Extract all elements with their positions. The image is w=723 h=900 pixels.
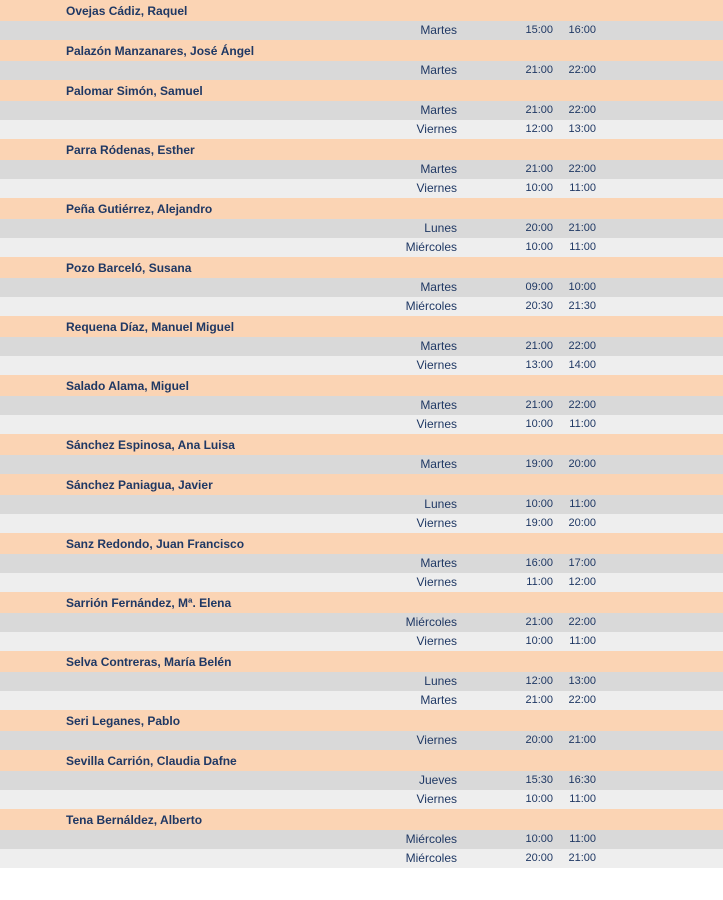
- person-name: Sarrión Fernández, Mª. Elena: [0, 592, 723, 613]
- person-name: Sevilla Carrión, Claudia Dafne: [0, 750, 723, 771]
- slot-end-time: 20:00: [568, 517, 596, 529]
- slot-start-time: 21:00: [525, 163, 553, 175]
- slot-day: Miércoles: [405, 299, 457, 313]
- slot-end-time: 11:00: [569, 418, 596, 430]
- person-block: [0, 434, 723, 474]
- slot-end-time: 11:00: [569, 793, 596, 805]
- slot-day: Viernes: [416, 733, 457, 747]
- schedule-slot-row: [0, 120, 723, 139]
- schedule-slot-row: [0, 101, 723, 120]
- slot-start-time: 10:00: [525, 635, 553, 647]
- person-name: Sanz Redondo, Juan Francisco: [0, 533, 723, 554]
- person-name: Sánchez Paniagua, Javier: [0, 474, 723, 495]
- slot-start-time: 15:00: [525, 24, 553, 36]
- slot-start-time: 21:00: [525, 616, 553, 628]
- slot-end-time: 13:00: [568, 675, 596, 687]
- slot-start-time: 19:00: [525, 517, 553, 529]
- slot-day: Viernes: [416, 181, 457, 195]
- person-name: Palazón Manzanares, José Ángel: [0, 40, 723, 61]
- slot-end-time: 12:00: [568, 576, 596, 588]
- slot-day: Viernes: [416, 417, 457, 431]
- slot-end-time: 22:00: [568, 340, 596, 352]
- slot-day: Miércoles: [405, 615, 457, 629]
- person-name: Ovejas Cádiz, Raquel: [0, 0, 723, 21]
- slot-start-time: 21:00: [525, 64, 553, 76]
- slot-start-time: 12:00: [525, 123, 553, 135]
- person-name: Parra Ródenas, Esther: [0, 139, 723, 160]
- slot-start-time: 09:00: [525, 281, 553, 293]
- schedule-slot-row: [0, 179, 723, 198]
- slot-end-time: 10:00: [568, 281, 596, 293]
- schedule-slot-row: [0, 297, 723, 316]
- schedule-slot-row: [0, 613, 723, 632]
- slot-start-time: 12:00: [525, 675, 553, 687]
- person-block: [0, 80, 723, 139]
- slot-day: Martes: [420, 457, 457, 471]
- schedule-slot-row: [0, 514, 723, 533]
- slot-end-time: 21:30: [568, 300, 596, 312]
- slot-start-time: 21:00: [525, 694, 553, 706]
- schedule-slot-row: [0, 238, 723, 257]
- slot-end-time: 16:00: [568, 24, 596, 36]
- schedule-slot-row: [0, 160, 723, 179]
- person-block: [0, 198, 723, 257]
- schedule-slot-row: [0, 278, 723, 297]
- person-block: [0, 257, 723, 316]
- slot-day: Viernes: [416, 122, 457, 136]
- schedule-slot-row: [0, 396, 723, 415]
- person-block: [0, 40, 723, 80]
- slot-start-time: 16:00: [525, 557, 553, 569]
- schedule-slot-row: [0, 415, 723, 434]
- schedule-slot-row: [0, 573, 723, 592]
- slot-end-time: 22:00: [568, 399, 596, 411]
- slot-day: Miércoles: [405, 240, 457, 254]
- slot-end-time: 11:00: [569, 241, 596, 253]
- slot-day: Lunes: [424, 674, 457, 688]
- schedule-slot-row: [0, 731, 723, 750]
- person-block: [0, 750, 723, 809]
- person-block: [0, 139, 723, 198]
- person-block: [0, 0, 723, 40]
- schedule-slot-row: [0, 356, 723, 375]
- slot-start-time: 21:00: [525, 399, 553, 411]
- schedule-slot-row: [0, 672, 723, 691]
- slot-day: Martes: [420, 280, 457, 294]
- schedule-slot-row: [0, 691, 723, 710]
- slot-end-time: 22:00: [568, 163, 596, 175]
- slot-day: Viernes: [416, 792, 457, 806]
- slot-start-time: 20:00: [525, 222, 553, 234]
- slot-end-time: 11:00: [569, 635, 596, 647]
- slot-start-time: 10:00: [525, 793, 553, 805]
- slot-day: Martes: [420, 339, 457, 353]
- slot-end-time: 11:00: [569, 833, 596, 845]
- person-block: [0, 316, 723, 375]
- slot-start-time: 19:00: [525, 458, 553, 470]
- slot-end-time: 20:00: [568, 458, 596, 470]
- slot-day: Viernes: [416, 516, 457, 530]
- schedule-slot-row: [0, 455, 723, 474]
- slot-end-time: 22:00: [568, 616, 596, 628]
- slot-start-time: 10:00: [525, 498, 553, 510]
- person-block: [0, 651, 723, 710]
- person-name: Tena Bernáldez, Alberto: [0, 809, 723, 830]
- slot-start-time: 10:00: [525, 241, 553, 253]
- slot-day: Martes: [420, 103, 457, 117]
- person-name: Selva Contreras, María Belén: [0, 651, 723, 672]
- slot-day: Martes: [420, 23, 457, 37]
- schedule-slot-row: [0, 632, 723, 651]
- schedule-slot-row: [0, 495, 723, 514]
- slot-end-time: 21:00: [568, 734, 596, 746]
- person-name: Requena Díaz, Manuel Miguel: [0, 316, 723, 337]
- slot-end-time: 13:00: [568, 123, 596, 135]
- slot-day: Martes: [420, 693, 457, 707]
- schedule-slot-row: [0, 771, 723, 790]
- person-block: [0, 533, 723, 592]
- slot-day: Martes: [420, 162, 457, 176]
- person-name: Sánchez Espinosa, Ana Luisa: [0, 434, 723, 455]
- schedule-slot-row: [0, 219, 723, 238]
- slot-start-time: 11:00: [526, 576, 553, 588]
- person-block: [0, 710, 723, 750]
- person-block: [0, 809, 723, 868]
- slot-day: Martes: [420, 63, 457, 77]
- slot-day: Jueves: [418, 773, 457, 787]
- person-block: [0, 375, 723, 434]
- slot-start-time: 20:00: [525, 734, 553, 746]
- slot-end-time: 21:00: [568, 852, 596, 864]
- schedule-slot-row: [0, 849, 723, 868]
- slot-day: Viernes: [416, 358, 457, 372]
- slot-start-time: 20:00: [525, 852, 553, 864]
- slot-day: Lunes: [424, 497, 457, 511]
- slot-start-time: 21:00: [525, 340, 553, 352]
- slot-day: Lunes: [424, 221, 457, 235]
- person-name: Seri Leganes, Pablo: [0, 710, 723, 731]
- slot-start-time: 10:00: [525, 833, 553, 845]
- schedule-slot-row: [0, 21, 723, 40]
- slot-day: Viernes: [416, 634, 457, 648]
- person-name: Salado Alama, Miguel: [0, 375, 723, 396]
- person-name: Pozo Barceló, Susana: [0, 257, 723, 278]
- slot-start-time: 10:00: [525, 182, 553, 194]
- slot-start-time: 10:00: [525, 418, 553, 430]
- slot-end-time: 22:00: [568, 694, 596, 706]
- schedule-slot-row: [0, 790, 723, 809]
- slot-end-time: 14:00: [568, 359, 596, 371]
- schedule-slot-row: [0, 61, 723, 80]
- schedule-slot-row: [0, 554, 723, 573]
- slot-day: Miércoles: [405, 832, 457, 846]
- schedule-slot-row: [0, 337, 723, 356]
- person-name: Peña Gutiérrez, Alejandro: [0, 198, 723, 219]
- person-name: Palomar Simón, Samuel: [0, 80, 723, 101]
- slot-end-time: 22:00: [568, 64, 596, 76]
- slot-end-time: 16:30: [568, 774, 596, 786]
- slot-start-time: 20:30: [525, 300, 553, 312]
- slot-end-time: 21:00: [568, 222, 596, 234]
- slot-day: Martes: [420, 556, 457, 570]
- slot-day: Viernes: [416, 575, 457, 589]
- slot-start-time: 13:00: [525, 359, 553, 371]
- slot-day: Martes: [420, 398, 457, 412]
- slot-end-time: 11:00: [569, 498, 596, 510]
- slot-end-time: 17:00: [568, 557, 596, 569]
- schedule-slot-row: [0, 830, 723, 849]
- slot-end-time: 22:00: [568, 104, 596, 116]
- slot-day: Miércoles: [405, 851, 457, 865]
- slot-start-time: 15:30: [525, 774, 553, 786]
- person-block: [0, 474, 723, 533]
- person-block: [0, 592, 723, 651]
- slot-start-time: 21:00: [525, 104, 553, 116]
- slot-end-time: 11:00: [569, 182, 596, 194]
